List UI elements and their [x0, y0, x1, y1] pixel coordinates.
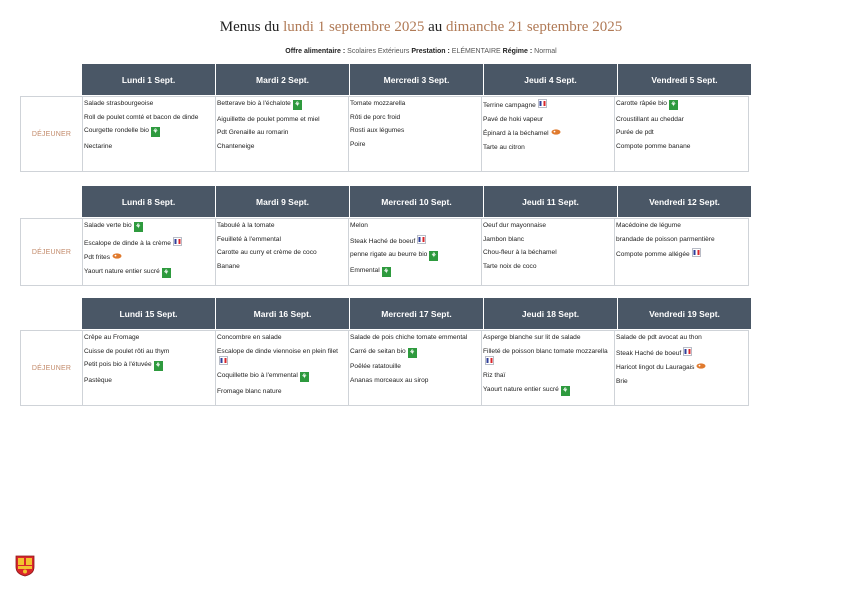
label-icon [683, 347, 692, 357]
dish-name: Poêlée ratatouille [350, 363, 401, 370]
presta-label: Prestation : [411, 48, 450, 55]
date-to: dimanche 21 septembre 2025 [446, 19, 623, 35]
menu-subtitle [0, 48, 842, 55]
day-header: Vendredi 5 Sept. [618, 64, 751, 95]
dish-name: Yaourt nature entier sucré [483, 385, 559, 393]
dish-name: Ananas morceaux au sirop [350, 376, 429, 384]
regime-value: Normal [532, 48, 557, 55]
day-header: Mercredi 3 Sept. [350, 64, 483, 95]
dish-name: brandade de poisson parmentière [616, 235, 715, 243]
dish-name: Pastèque [84, 376, 112, 384]
dish-item [616, 99, 747, 110]
presta-value: ELÉMENTAIRE [449, 48, 503, 55]
dish-name: Pdt Grenaille au romarin [217, 129, 289, 136]
menu-row [20, 330, 749, 406]
dish-item [217, 128, 347, 137]
bio-icon: ⚘ [409, 349, 415, 356]
dish-name: Fromage blanc nature [217, 387, 282, 395]
dish-name: Salade de pois chiche tomate emmental [350, 334, 468, 341]
dish-item [217, 115, 347, 124]
dish-item [84, 126, 214, 137]
offer-value: Scolaires Extérieurs [345, 48, 412, 55]
label-icon [173, 237, 182, 247]
bio-icon: ⚘ [431, 253, 437, 259]
page-title [0, 19, 842, 36]
dish-name: Compote pomme allégée [616, 251, 690, 258]
dish-name: Oeuf dur mayonnaise [483, 222, 547, 229]
day-header: Jeudi 4 Sept. [484, 64, 617, 95]
dish-name: Escalope de dinde viennoise en plein filet [217, 347, 338, 355]
dish-name: Yaourt nature entier sucré [84, 267, 160, 275]
dish-name: Roll de poulet comté et bacon de dinde [84, 113, 199, 121]
dish-item [350, 250, 480, 261]
day-header: Mardi 16 Sept. [216, 298, 349, 329]
dish-name: Salade strasbourgeoise [84, 100, 154, 107]
dish-name: Épinard à la béchamel [483, 130, 549, 137]
dish-name: Carré de seitan bio [350, 347, 406, 355]
dish-name: Banane [217, 262, 240, 270]
label-icon [417, 235, 426, 245]
meal-label: DÉJEUNER [21, 331, 83, 405]
day-cell [482, 331, 615, 405]
dish-item [616, 142, 747, 151]
dish-item [217, 387, 347, 396]
dish-item [217, 333, 347, 342]
dish-name: Emmental [350, 266, 380, 274]
dish-item [616, 115, 747, 124]
dish-name: Haricot lingot du Lauragais [616, 364, 695, 371]
dish-item [483, 248, 613, 257]
dish-name: Filleté de poisson blanc tomate mozzarella [483, 347, 608, 355]
bio-icon: ⚘ [135, 224, 141, 230]
dish-name: Steak Haché de boeuf [350, 237, 416, 245]
dish-item [616, 377, 747, 386]
dish-item [483, 99, 613, 110]
dish-name: Taboulé à la tomate [217, 222, 275, 229]
dish-name: Crêpe au Fromage [84, 334, 140, 341]
dish-item [84, 376, 214, 385]
dish-item [616, 333, 747, 342]
dish-name: Purée de pdt [616, 129, 654, 136]
day-cell [216, 331, 349, 405]
title-mid: au [424, 19, 447, 35]
dish-name: Brie [616, 377, 628, 385]
dish-item [217, 221, 347, 230]
dish-item [616, 235, 747, 244]
dish-name: Carotte au curry et crème de coco [217, 249, 317, 256]
dish-name: Coquillette bio à l'emmental [217, 372, 298, 379]
dish-name: Betterave bio à l'échalote [217, 100, 291, 107]
dish-item [84, 360, 214, 371]
day-header: Lundi 15 Sept. [82, 298, 215, 329]
dish-name: Aiguillette de poulet pomme et miel [217, 115, 320, 123]
dish-name: Steak Haché de boeuf [616, 349, 682, 357]
dish-item [350, 347, 480, 358]
bio-icon: ⚘ [670, 102, 677, 108]
dish-item [84, 142, 214, 151]
dish-item [350, 99, 480, 108]
dish-item [616, 248, 747, 259]
label-icon [538, 99, 547, 109]
dish-item [217, 142, 347, 151]
dish-item [483, 347, 613, 367]
meal-label: DÉJEUNER [21, 219, 83, 285]
day-cell [615, 97, 748, 171]
origin-icon [551, 128, 560, 138]
dish-item [84, 221, 214, 232]
day-header: Mercredi 10 Sept. [350, 186, 483, 217]
dish-name: Compote pomme banane [616, 142, 691, 150]
dish-name: Rôti de porc froid [350, 113, 401, 121]
day-cell [615, 331, 748, 405]
dish-item [217, 347, 347, 367]
menu-row [20, 96, 749, 172]
origin-icon [112, 252, 121, 262]
dish-name: Tomate mozzarella [350, 100, 406, 107]
day-header: Lundi 8 Sept. [82, 186, 215, 217]
dish-item [616, 128, 747, 137]
day-cell [349, 331, 482, 405]
day-header: Jeudi 18 Sept. [484, 298, 617, 329]
dish-name: Escalope de dinde à la crème [84, 239, 171, 247]
dish-name: Rosti aux légumes [350, 127, 405, 134]
day-cell [615, 219, 748, 285]
bio-icon: ⚘ [562, 387, 568, 394]
day-header: Vendredi 12 Sept. [618, 186, 751, 217]
dish-item [84, 333, 214, 342]
dish-item [350, 362, 480, 371]
dish-name: Riz thaï [483, 372, 506, 379]
dish-item [350, 113, 480, 122]
day-cell [216, 97, 349, 171]
dish-item [350, 235, 480, 246]
dish-name: Tarte noix de coco [483, 262, 537, 270]
day-cell [216, 219, 349, 285]
dish-item [483, 385, 613, 396]
dish-name: Terrine campagne [483, 102, 536, 109]
dish-item [84, 267, 214, 278]
dish-item [217, 235, 347, 244]
bio-icon: ⚘ [152, 129, 159, 135]
day-header: Mardi 2 Sept. [216, 64, 349, 95]
menu-row [20, 218, 749, 286]
dish-name: Pdt frites [84, 254, 111, 261]
date-from: lundi 1 septembre 2025 [283, 19, 425, 35]
day-cell [83, 219, 216, 285]
bio-icon: ⚘ [163, 269, 169, 276]
dish-name: Poire [350, 140, 366, 148]
offer-label: Offre alimentaire : [285, 48, 346, 55]
dish-name: Pavé de hoki vapeur [483, 115, 544, 123]
day-header-row [82, 298, 752, 329]
day-header-row [82, 186, 752, 217]
dish-item [350, 266, 480, 277]
dish-item [483, 235, 613, 244]
day-cell [83, 97, 216, 171]
label-icon [692, 248, 701, 258]
dish-item [483, 115, 613, 124]
dish-name: Feuilleté à l'emmental [217, 235, 281, 243]
dish-item [350, 140, 480, 149]
dish-item [483, 333, 613, 342]
dish-name: Petit pois bio à l'étuvée [84, 361, 152, 368]
dish-name: Croustillant au cheddar [616, 115, 684, 123]
bio-icon: ⚘ [294, 102, 301, 108]
dish-name: Carotte râpée bio [616, 100, 667, 107]
dish-item [616, 347, 747, 358]
dish-name: penne rigate au beurre bio [350, 251, 428, 258]
dish-item [84, 252, 214, 262]
bio-icon: ⚘ [301, 374, 307, 380]
dish-item [616, 362, 747, 372]
dish-name: Cuisse de poulet rôti au thym [84, 347, 170, 355]
dish-item [483, 371, 613, 380]
logo-icon [15, 555, 35, 577]
bio-icon: ⚘ [383, 268, 389, 275]
dish-name: Chanteneige [217, 142, 255, 150]
dish-item [217, 262, 347, 271]
meal-label: DÉJEUNER [21, 97, 83, 171]
day-header: Jeudi 11 Sept. [484, 186, 617, 217]
label-icon [219, 356, 228, 366]
day-header: Mardi 9 Sept. [216, 186, 349, 217]
day-cell [349, 219, 482, 285]
dish-name: Salade de pdt avocat au thon [616, 334, 702, 341]
dish-name: Concombre en salade [217, 334, 282, 341]
dish-item [217, 99, 347, 110]
day-cell [83, 331, 216, 405]
dish-name: Melon [350, 222, 368, 229]
dish-item [217, 371, 347, 382]
dish-name: Tarte au citron [483, 143, 525, 151]
dish-item [350, 376, 480, 385]
dish-item [84, 113, 214, 122]
bio-icon: ⚘ [155, 363, 161, 369]
origin-icon [696, 362, 705, 372]
dish-item [84, 237, 214, 248]
dish-name: Macédoine de légume [616, 222, 681, 229]
day-header: Vendredi 19 Sept. [618, 298, 751, 329]
dish-item [350, 221, 480, 230]
dish-name: Salade verte bio [84, 222, 132, 229]
dish-item [84, 347, 214, 356]
dish-name: Nectarine [84, 142, 113, 150]
day-header: Lundi 1 Sept. [82, 64, 215, 95]
dish-item [350, 333, 480, 342]
dish-item [483, 221, 613, 230]
label-icon [485, 356, 494, 366]
day-header-row [82, 64, 752, 95]
dish-name: Chou-fleur à la béchamel [483, 249, 557, 256]
day-cell [349, 97, 482, 171]
dish-item [217, 248, 347, 257]
title-prefix: Menus du [219, 19, 284, 35]
day-header: Mercredi 17 Sept. [350, 298, 483, 329]
dish-item [483, 128, 613, 138]
regime-label: Régime : [502, 48, 533, 55]
day-cell [482, 219, 615, 285]
dish-item [616, 221, 747, 230]
dish-name: Jambon blanc [483, 235, 525, 243]
dish-item [84, 99, 214, 108]
dish-item [483, 143, 613, 152]
dish-name: Asperge blanche sur lit de salade [483, 334, 581, 341]
dish-name: Courgette rondelle bio [84, 127, 149, 134]
dish-item [483, 262, 613, 271]
day-cell [482, 97, 615, 171]
dish-item [350, 126, 480, 135]
